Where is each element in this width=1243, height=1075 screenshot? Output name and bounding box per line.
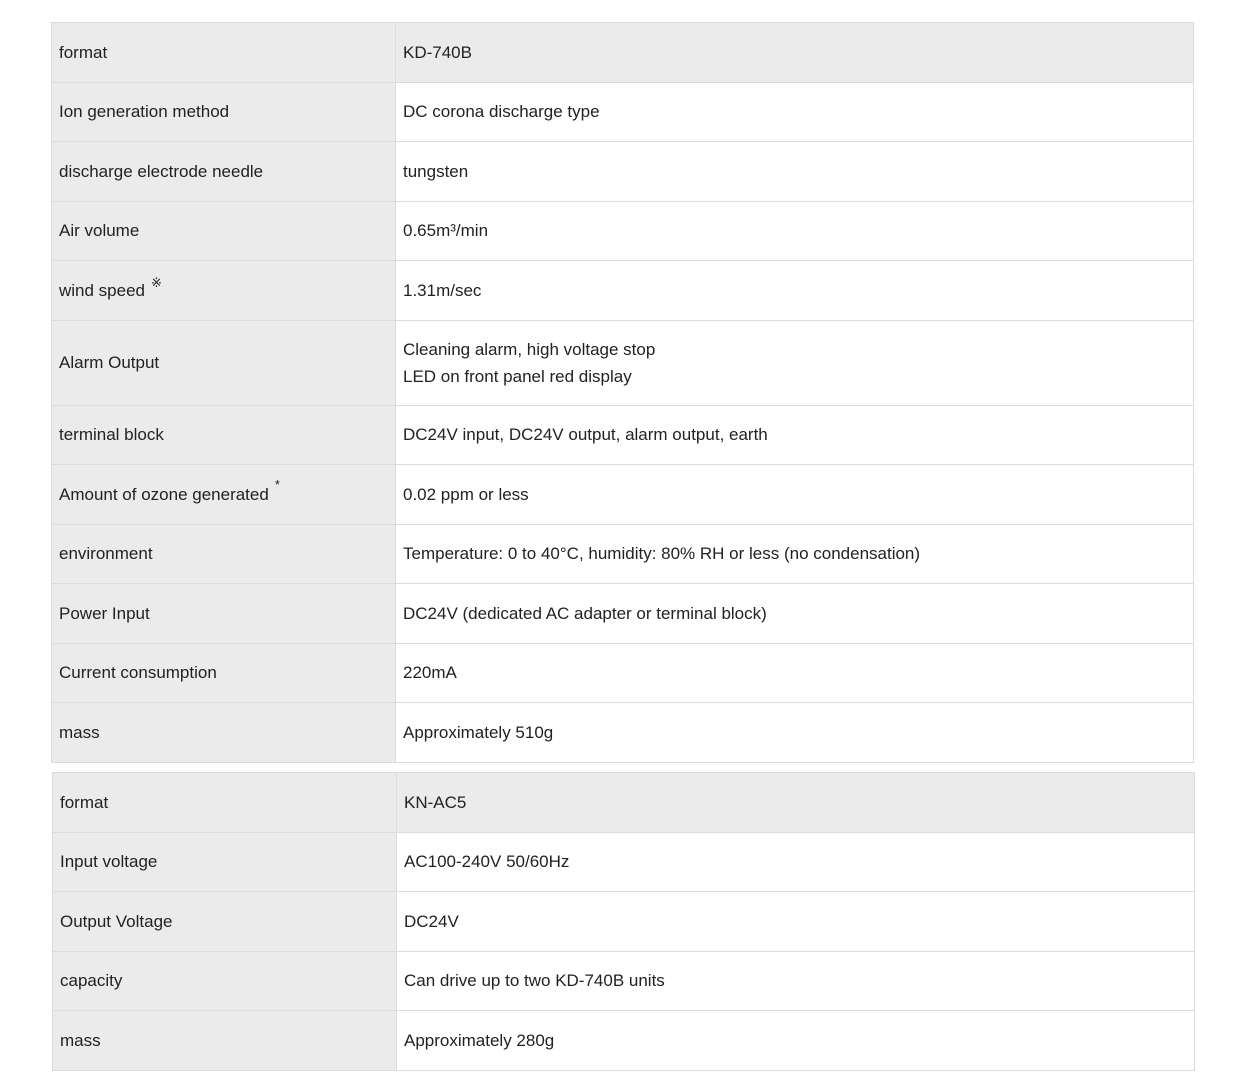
spec-label: discharge electrode needle [52, 142, 396, 202]
table-row [53, 951, 1195, 1011]
table-row [53, 1011, 1195, 1071]
table-row [53, 773, 1195, 833]
spec-value: 0.65m³/min [396, 201, 1194, 261]
footnote-mark: * [274, 476, 280, 492]
spec-value: DC24V (dedicated AC adapter or terminal block) [396, 584, 1194, 644]
spec-value: 1.31m/sec [396, 261, 1194, 321]
spec-label: mass [53, 1011, 397, 1071]
spec-label: Power Input [52, 584, 396, 644]
spec-label-cell [52, 261, 396, 321]
spec-value: Temperature: 0 to 40°C, humidity: 80% RH or less (no condensation) [396, 524, 1194, 584]
spec-label: Air volume [52, 201, 396, 261]
table-row [52, 142, 1194, 202]
spec-value-cell [396, 320, 1194, 405]
spec-value-line: LED on front panel red display [403, 366, 632, 386]
spec-label: capacity [53, 951, 397, 1011]
spec-value: DC24V [397, 892, 1195, 952]
spec-label: mass [52, 703, 396, 763]
spec-value: KD-740B [396, 23, 1194, 83]
spec-label: Ion generation method [52, 82, 396, 142]
spec-label-cell [52, 465, 396, 525]
table-row [52, 201, 1194, 261]
spec-value: DC24V input, DC24V output, alarm output, earth [396, 405, 1194, 465]
spec-value-line: Cleaning alarm, high voltage stop [403, 339, 656, 359]
table-row [52, 643, 1194, 703]
table-row [52, 584, 1194, 644]
table-row [52, 703, 1194, 763]
spec-value: tungsten [396, 142, 1194, 202]
table-row [52, 405, 1194, 465]
spec-label: Current consumption [52, 643, 396, 703]
table-row [52, 23, 1194, 83]
spec-label: Alarm Output [52, 320, 396, 405]
table-row [53, 832, 1195, 892]
table-row [52, 261, 1194, 321]
table-row [52, 320, 1194, 405]
spec-value: 220mA [396, 643, 1194, 703]
kn-ac5-spec-table [52, 772, 1195, 1071]
spec-value: Can drive up to two KD-740B units [397, 951, 1195, 1011]
spec-label: terminal block [52, 405, 396, 465]
spec-value: DC corona discharge type [396, 82, 1194, 142]
spec-label: environment [52, 524, 396, 584]
kd-740b-spec-table [51, 22, 1194, 763]
footnote-mark: ※ [151, 274, 162, 290]
spec-value: Approximately 510g [396, 703, 1194, 763]
table-row [53, 892, 1195, 952]
spec-value: 0.02 ppm or less [396, 465, 1194, 525]
spec-label: Amount of ozone generated [59, 484, 269, 504]
spec-value: KN-AC5 [397, 773, 1195, 833]
table-row [52, 465, 1194, 525]
spec-label: format [52, 23, 396, 83]
spec-value: AC100-240V 50/60Hz [397, 832, 1195, 892]
spec-value: Approximately 280g [397, 1011, 1195, 1071]
spec-label: Input voltage [53, 832, 397, 892]
table-row [52, 524, 1194, 584]
spec-label: format [53, 773, 397, 833]
spec-label: wind speed [59, 280, 146, 300]
spec-label: Output Voltage [53, 892, 397, 952]
table-row [52, 82, 1194, 142]
